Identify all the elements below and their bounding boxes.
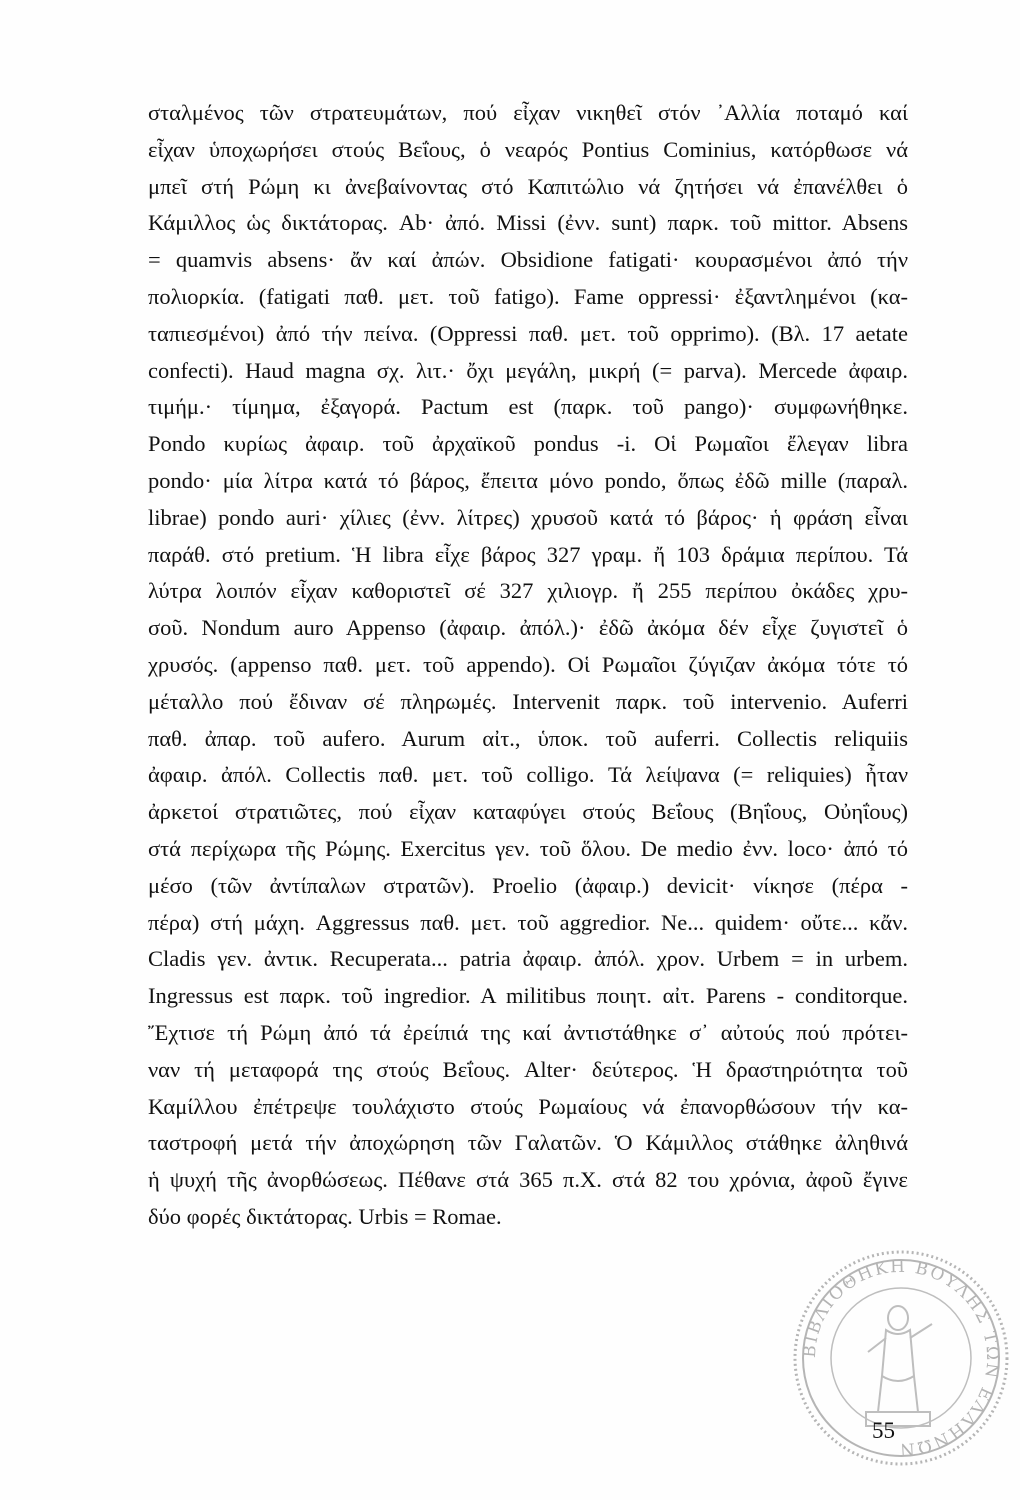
text-line: χρυσός. (appenso παθ. μετ. τοῦ appendo). Οἱ Ρωμαῖοι ζύγιζαν ἀκόμα τότε τό [148,651,908,677]
text-line: εἶχαν ὑποχωρήσει στούς Βεΐους, ὁ νεαρός Pontius Cominius, κατόρθωσε νά [148,136,908,162]
commentary-text [148,95,908,1236]
text-line: μπεῖ στή Ρώμη κι ἀνεβαίνοντας στό Καπιτώλιο νά ζητήσει νά ἐπανέλθει ὁ [148,173,908,199]
text-line: librae) pondo auri· χίλιες (ἐνν. λίτρες) χρυσοῦ κατά τό βάρος· ἡ φράση εἶναι [148,504,908,530]
text-line: = quamvis absens· ἄν καί ἀπών. Obsidione fatigati· κουρασμένοι ἀπό τήν [148,247,908,273]
text-line: ἡ ψυχή τῆς ἀνορθώσεως. Πέθανε στά 365 π.Χ. στά 82 του χρόνια, ἀφοῦ ἔγινε [148,1167,908,1193]
text-line: Ἔχτισε τή Ρώμη ἀπό τά ἐρείπιά της καί ἀντιστάθηκε σ᾿ αὐτούς πού πρότει- [148,1019,908,1045]
text-line: ναν τή μεταφορά της στούς Βεΐους. Alter· δεύτερος. Ἡ δραστηριότητα τοῦ [148,1056,908,1082]
text-line: παθ. ἀπαρ. τοῦ aufero. Aurum αἰτ., ὑποκ. τοῦ auferri. Collectis reliquiis [148,725,908,751]
text-line: Κάμιλλος ὡς δικτάτορας. Ab· ἀπό. Missi (ἐνν. sunt) παρκ. τοῦ mittor. Absens [148,210,908,236]
text-line: παράθ. στό pretium. Ἡ libra εἶχε βάρος 327 γραμ. ἤ 103 δράμια περίπου. Τά [148,541,908,567]
text-line: ἀρκετοί στρατιῶτες, πού εἶχαν καταφύγει στούς Βεΐους (Βηΐους, Οὐηΐους) [148,799,908,825]
text-line: στά περίχωρα τῆς Ρώμης. Exercitus γεν. τοῦ ὅλου. De medio ἐνν. loco· ἀπό τό [148,835,908,861]
text-line: Pondo κυρίως ἀφαιρ. τοῦ ἀρχαϊκοῦ pondus -i. Οἱ Ρωμαῖοι ἔλεγαν libra [148,431,908,457]
text-line: ἀφαιρ. ἀπόλ. Collectis παθ. μετ. τοῦ colligo. Τά λείψανα (= reliquies) ἦταν [148,762,908,788]
text-line: τιμήμ.· τίμημα, ἐξαγορά. Pactum est (παρκ. τοῦ pango)· συμφωνήθηκε. [148,394,908,420]
text-line: σταλμένος τῶν στρατευμάτων, πού εἶχαν νικηθεῖ στόν ᾿Αλλία ποταμό καί [148,100,908,125]
text-line: Καμίλλου ἐπέτρεψε τουλάχιστο στούς Ρωμαίους νά ἐπανορθώσουν τήν κα- [148,1093,908,1119]
svg-text:ΒΙΒΛΙΟΘΗΚΗ ΒΟΥΛΗΣ ΤΩΝ ΕΛΛΗΝΩΝ: ΒΙΒΛΙΟΘΗΚΗ ΒΟΥΛΗΣ ΤΩΝ ΕΛΛΗΝΩΝ [799,1256,1003,1460]
text-line: pondo· μία λίτρα κατά τό βάρος, ἔπειτα μόνο pondo, ὅπως ἐδῶ mille (παραλ. [148,467,908,493]
text-line: σοῦ. Nondum auro Appenso (ἀφαιρ. ἀπόλ.)· ἐδῶ ἀκόμα δέν εἶχε ζυγιστεῖ ὁ [148,615,908,641]
text-line: μέσο (τῶν ἀντίπαλων στρατῶν). Proelio (ἀφαιρ.) devicit· νίκησε (πέρα - [148,872,908,898]
text-line: πέρα) στή μάχη. Aggressus παθ. μετ. τοῦ aggredior. Ne... quidem· οὔτε... κἄν. [148,909,908,935]
text-line: πολιορκία. (fatigati παθ. μετ. τοῦ fatigo). Fame oppressi· ἐξαντλημένοι (κα- [148,283,908,309]
text-line: confecti). Haud magna σχ. λιτ.· ὄχι μεγάλη, μικρή (= parva). Mercede ἀφαιρ. [148,357,908,383]
text-line: λύτρα λοιπόν εἶχαν καθοριστεῖ σέ 327 χιλιογρ. ἤ 255 περίπου ὀκάδες χρυ- [148,578,908,604]
text-line: μέταλλο πού ἔδιναν σέ πληρωμές. Intervenit παρκ. τοῦ intervenio. Auferri [148,688,908,714]
text-line: δύο φορές δικτάτορας. Urbis = Romae. [148,1203,502,1229]
library-stamp-icon [786,1226,1016,1496]
text-line: Ingressus est παρκ. τοῦ ingredior. A militibus ποιητ. αἰτ. Parens - conditorque. [148,983,908,1009]
text-line: Cladis γεν. ἀντικ. Recuperata... patria ἀφαιρ. ἀπόλ. χρον. Urbem = in urbem. [148,946,908,972]
text-line: ταστροφή μετά τήν ἀποχώρηση τῶν Γαλατῶν. Ὁ Κάμιλλος στάθηκε ἀληθινά [148,1130,908,1156]
page-number: 55 [872,1418,895,1443]
text-line: ταπιεσμένοι) ἀπό τήν πείνα. (Oppressi παθ. μετ. τοῦ opprimo). (Βλ. 17 aetate [148,320,908,346]
